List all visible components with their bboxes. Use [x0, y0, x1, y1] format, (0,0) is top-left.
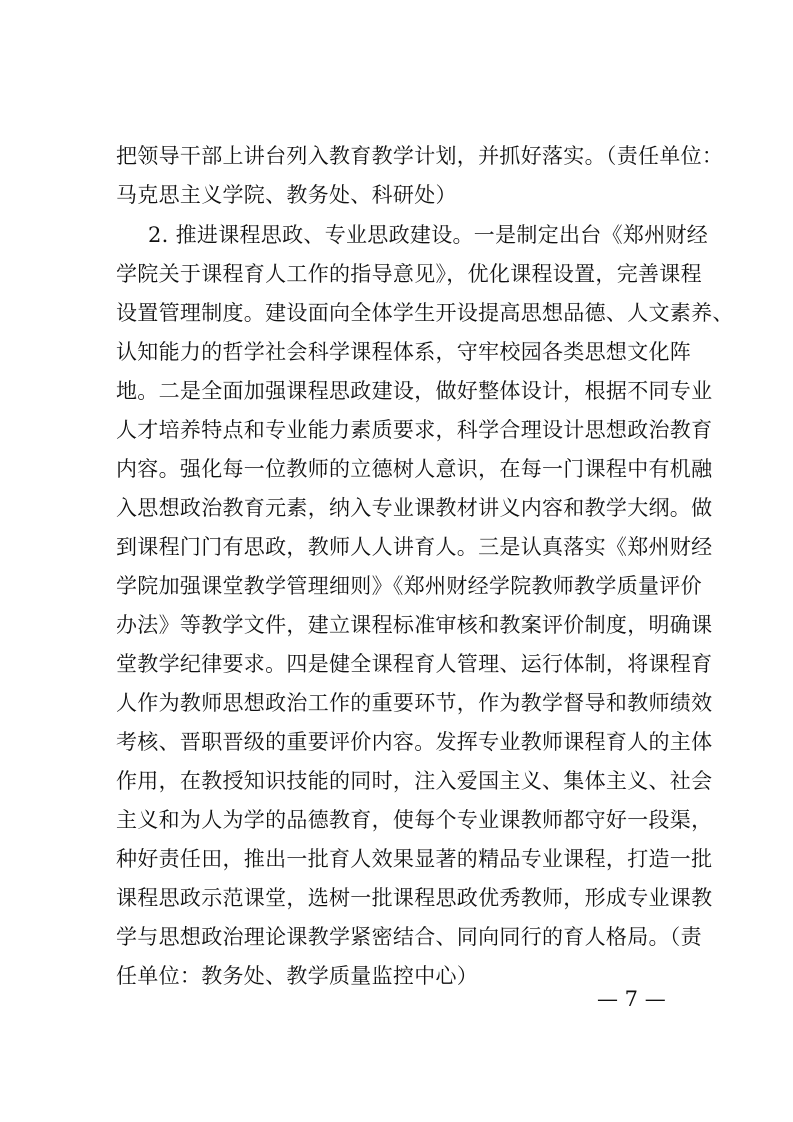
text-line: 办法》等教学文件，建立课程标准审核和教案评价制度，明确课	[116, 613, 713, 637]
text-line: 设置管理制度。建设面向全体学生开设提高思想品德、人文素养、	[116, 301, 734, 325]
text-line: 人作为教师思想政治工作的重要环节，作为教学督导和教师绩效	[116, 691, 713, 715]
text-line: 地。二是全面加强课程思政建设，做好整体设计，根据不同专业	[116, 379, 713, 403]
page-number: — 7 —	[597, 987, 666, 1011]
text-line: 种好责任田，推出一批育人效果显著的精品专业课程，打造一批	[116, 847, 713, 871]
text-line: 学院加强课堂教学管理细则》《郑州财经学院教师教学质量评价	[116, 574, 702, 598]
text-line: 把领导干部上讲台列入教育教学计划，并抓好落实。（责任单位：	[116, 144, 724, 168]
text-line: 认知能力的哲学社会科学课程体系，守牢校园各类思想文化阵	[116, 340, 692, 364]
text-line: 人才培养特点和专业能力素质要求，科学合理设计思想政治教育	[116, 418, 713, 442]
text-line: 作用，在教授知识技能的同时，注入爱国主义、集体主义、社会	[116, 769, 713, 793]
text-line: 2. 推进课程思政、专业思政建设。一是制定出台《郑州财经	[148, 223, 709, 247]
text-line: 考核、晋职晋级的重要评价内容。发挥专业教师课程育人的主体	[116, 730, 713, 754]
text-line: 入思想政治教育元素，纳入专业课教材讲义内容和教学大纲。做	[116, 496, 713, 520]
text-line: 内容。强化每一位教师的立德树人意识，在每一门课程中有机融	[116, 457, 713, 481]
text-line: 马克思主义学院、教务处、科研处）	[116, 183, 457, 207]
text-line: 任单位：教务处、教学质量监控中心）	[116, 964, 479, 988]
text-line: 学院关于课程育人工作的指导意见》，优化课程设置，完善课程	[116, 262, 702, 286]
text-line: 到课程门门有思政，教师人人讲育人。三是认真落实《郑州财经	[116, 535, 713, 559]
text-line: 学与思想政治理论课教学紧密结合、同向同行的育人格局。（责	[116, 925, 702, 949]
text-line: 课程思政示范课堂，选树一批课程思政优秀教师，形成专业课教	[116, 886, 713, 910]
text-line: 主义和为人为学的品德教育，使每个专业课教师都守好一段渠，	[116, 808, 713, 832]
text-line: 堂教学纪律要求。四是健全课程育人管理、运行体制，将课程育	[116, 652, 713, 676]
